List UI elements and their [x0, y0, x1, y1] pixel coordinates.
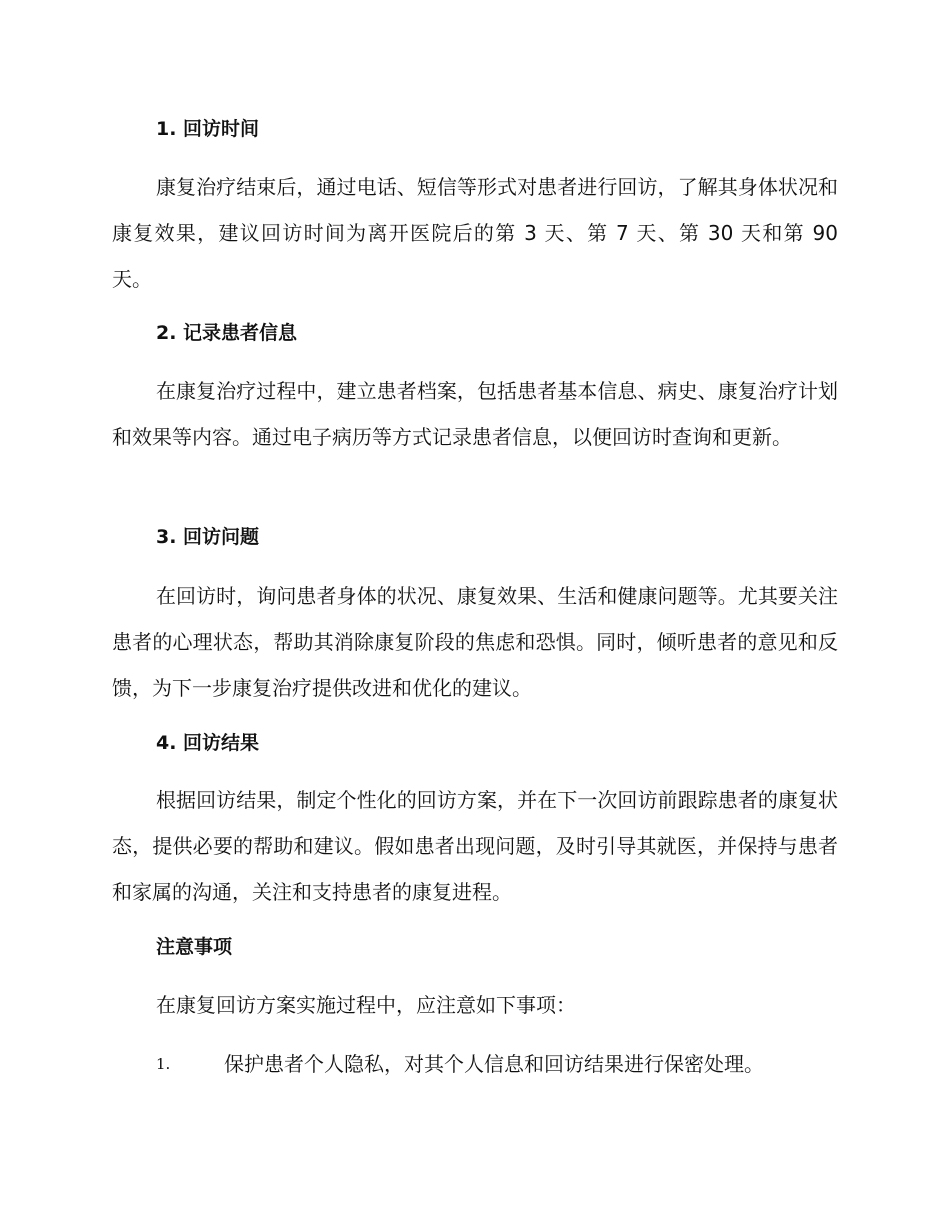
section-4-heading: 4. 回访结果 — [156, 732, 260, 754]
section-1-heading: 1. 回访时间 — [156, 118, 260, 140]
list-item-number: 1. — [156, 1055, 171, 1073]
section-1-body: 康复治疗结束后，通过电话、短信等形式对患者进行回访，了解其身体状况和康复效果，建议回访时间为离开医院后的第 3 天、第 7 天、第 30 天和第 90 天。 — [112, 175, 838, 291]
notes-heading: 注意事项 — [156, 936, 233, 958]
section-4-body: 根据回访结果，制定个性化的回访方案，并在下一次回访前跟踪患者的康复状态，提供必要的帮助和建议。假如患者出现问题，及时引导其就医，并保持与患者和家属的沟通，关注和支持患者的康复进程。 — [112, 788, 838, 904]
section-3-body: 在回访时，询问患者身体的状况、康复效果、生活和健康问题等。尤其要关注患者的心理状态，帮助其消除康复阶段的焦虑和恐惧。同时，倾听患者的意见和反馈，为下一步康复治疗提供改进和优化的建议。 — [112, 584, 838, 700]
notes-intro: 在康复回访方案实施过程中，应注意如下事项： — [156, 993, 576, 1017]
section-3-heading: 3. 回访问题 — [156, 526, 260, 548]
list-item-text: 保护患者个人隐私，对其个人信息和回访结果进行保密处理。 — [224, 1052, 764, 1076]
section-2-body: 在康复治疗过程中，建立患者档案，包括患者基本信息、病史、康复治疗计划和效果等内容。通过电子病历等方式记录患者信息，以便回访时查询和更新。 — [112, 379, 838, 449]
section-2-heading: 2. 记录患者信息 — [156, 322, 298, 344]
